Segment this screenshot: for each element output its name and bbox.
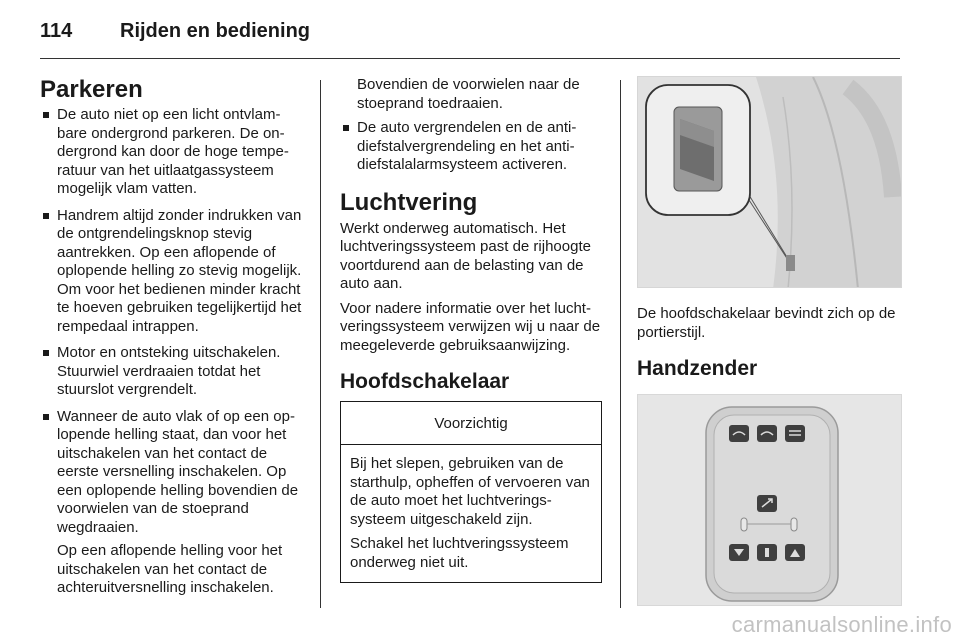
watermark: carmanualsonline.info	[731, 612, 952, 637]
bullet-icon	[43, 350, 49, 356]
preset-height-buttons	[729, 425, 805, 442]
column-divider	[320, 80, 321, 608]
remote-control-illustration	[638, 395, 902, 606]
list-item	[40, 106, 305, 199]
bullet-icon	[43, 112, 49, 118]
bullet-icon	[43, 213, 49, 219]
list-item-text: De auto niet op een licht ontvlambare ondergrond parkeren. De ondergrond kan door de hoge temperatuur van het uitlaatgassysteem mogelijk vlam vatten.	[57, 106, 289, 197]
page-number: 114	[40, 20, 73, 42]
section-title-main-switch: Hoofdschakelaar	[340, 370, 510, 393]
list-item-text: Wanneer de auto vlak of op een oplopende helling staat, dan voor het uitschakelen van het contact de eerste versnelling inschakelen. Op een oplopende helling bovendien de voorwielen van de stoeprand wegdraaien.	[57, 407, 299, 536]
list-item	[40, 207, 305, 337]
bullet-icon	[343, 125, 349, 131]
section-title-remote: Handzender	[637, 357, 758, 380]
column-middle	[340, 76, 602, 583]
list-item	[40, 408, 305, 598]
list-item-text: Motor en ontsteking uitschakelen. Stuurwiel verdraaien totdat het stuurslot vergrendelt.	[57, 344, 281, 398]
section-title-air-suspension: Luchtvering	[340, 188, 478, 216]
air-suspension-para2: Voor nadere informatie over het luchtveringssysteem verwijzen wij u naar de meegeleverde gebruiksaanwijzing.	[340, 299, 601, 354]
list-item	[340, 119, 602, 175]
list-item-extra: Op een aflopende helling voor het uitschakelen van het contact de achteruitversnelling inschakelen.	[57, 542, 283, 596]
indicator-led-left	[741, 518, 747, 531]
parking-list-cont	[340, 119, 602, 175]
door-pillar-illustration	[638, 77, 902, 288]
chapter-title: Rijden en bediening	[120, 20, 311, 42]
header-divider	[40, 58, 900, 59]
parking-continuation: Bovendien de voorwielen naar de stoeprand toedraaien.	[357, 76, 580, 112]
bullet-icon	[43, 414, 49, 420]
warning-title: Voorzichtig	[341, 402, 601, 445]
list-item-text: Handrem altijd zonder indrukken van de ontgrendelingsknop stevig aantrekken. Op een aflopende of oplopende helling zo stevig mogelijk. Om voor het bedienen minder kracht te hoeven gebruiken tegelijkertijd het rempedaal intrappen.	[57, 206, 302, 335]
remote-control-photo	[637, 394, 902, 606]
column-divider	[620, 80, 621, 608]
main-switch-photo	[637, 76, 902, 288]
list-item	[40, 344, 305, 400]
indicator-led-right	[791, 518, 797, 531]
air-suspension-para1: Werkt onderweg automatisch. Het luchtveringssysteem past de rijhoogte voortdurend aan de belasting van de auto aan.	[340, 219, 591, 292]
list-item-text: De auto vergrendelen en de antidiefstalvergrendeling en het antidiefstalalarmsysteem activeren.	[357, 119, 577, 173]
main-switch-caption: De hoofdschakelaar bevindt zich op de portierstijl.	[637, 305, 896, 341]
section-title-parking: Parkeren	[40, 76, 143, 103]
warning-para2: Schakel het luchtveringssysteem onderweg niet uit.	[350, 535, 569, 571]
lower-raise-buttons	[729, 544, 805, 561]
warning-box	[340, 401, 602, 583]
warning-body	[341, 445, 601, 582]
column-left	[40, 76, 305, 606]
parking-list	[40, 106, 305, 598]
warning-para1: Bij het slepen, gebruiken van de starthulp, opheffen of vervoeren van de auto moet het luchtveringssysteem uitgeschakeld zijn.	[350, 455, 590, 528]
column-right	[637, 76, 902, 606]
